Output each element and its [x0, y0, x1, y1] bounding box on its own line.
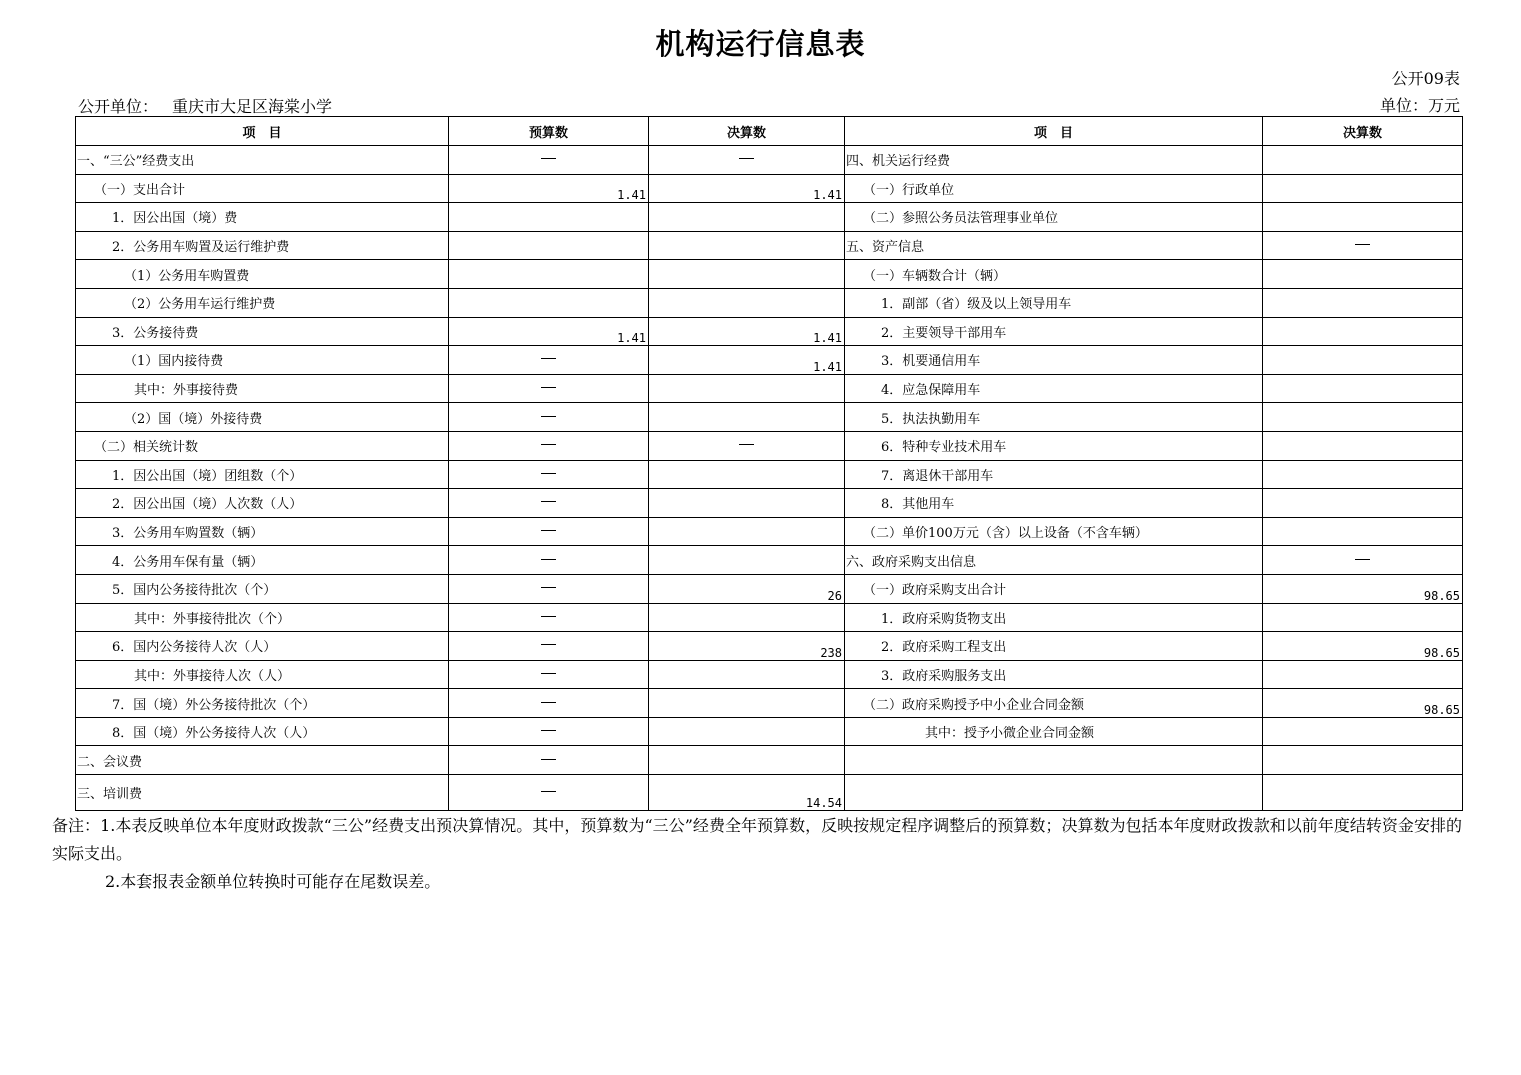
final-value: [649, 517, 845, 546]
right-item-label: 四、机关运行经费: [845, 146, 1263, 175]
right-item-label: 1．政府采购货物支出: [845, 603, 1263, 632]
left-item-label: 3．公务接待费: [76, 317, 449, 346]
dash-mark: [541, 444, 556, 445]
header-final-left: 决算数: [649, 117, 845, 146]
form-number: 公开09表: [1391, 69, 1460, 88]
final-value: [649, 460, 845, 489]
left-item-label: 其中：外事接待费: [76, 374, 449, 403]
dash-mark: [541, 673, 556, 674]
table-row: [76, 574, 1463, 603]
table-row: [76, 231, 1463, 260]
right-item-label: 4．应急保障用车: [845, 374, 1263, 403]
right-final-value: [1263, 146, 1463, 175]
left-item-label: 2．公务用车购置及运行维护费: [76, 231, 449, 260]
final-value: [649, 374, 845, 403]
final-value: [649, 260, 845, 289]
left-item-label: 一、“三公”经费支出: [76, 146, 449, 175]
final-value: [649, 746, 845, 775]
final-value: [649, 431, 845, 460]
budget-value: [449, 288, 649, 317]
table-row: [76, 489, 1463, 518]
right-item-label: 3．机要通信用车: [845, 346, 1263, 375]
left-item-label: （2）公务用车运行维护费: [76, 288, 449, 317]
operation-info-table: [75, 116, 1463, 811]
left-item-label: （1）国内接待费: [76, 346, 449, 375]
right-final-value: [1263, 346, 1463, 375]
right-final-value: [1263, 603, 1463, 632]
right-final-value: [1263, 489, 1463, 518]
table-row: [76, 317, 1463, 346]
left-item-label: 7．国（境）外公务接待批次（个）: [76, 689, 449, 718]
right-final-value: [1263, 546, 1463, 575]
dash-mark: [541, 358, 556, 359]
dash-mark: [1355, 559, 1370, 560]
right-final-value: [1263, 746, 1463, 775]
right-item-label: （一）车辆数合计（辆）: [845, 260, 1263, 289]
budget-value: [449, 717, 649, 746]
right-final-value: [1263, 260, 1463, 289]
right-item-label: 其中：授予小微企业合同金额: [845, 717, 1263, 746]
left-item-label: （2）国（境）外接待费: [76, 403, 449, 432]
budget-value: [449, 431, 649, 460]
right-final-value: [1263, 288, 1463, 317]
budget-value: [449, 603, 649, 632]
table-row: [76, 746, 1463, 775]
right-final-value: [1263, 460, 1463, 489]
table-row: [76, 517, 1463, 546]
budget-value: [449, 660, 649, 689]
budget-value: [449, 346, 649, 375]
right-item-label: [845, 775, 1263, 811]
budget-value: [449, 632, 649, 661]
final-value: [649, 603, 845, 632]
left-item-label: 1．因公出国（境）团组数（个）: [76, 460, 449, 489]
right-item-label: （二）单价100万元（含）以上设备（不含车辆）: [845, 517, 1263, 546]
budget-value: [449, 775, 649, 811]
final-value: [649, 203, 845, 232]
left-item-label: 4．公务用车保有量（辆）: [76, 546, 449, 575]
final-value: 14.54: [649, 775, 845, 811]
right-item-label: （二）参照公务员法管理事业单位: [845, 203, 1263, 232]
right-final-value: [1263, 660, 1463, 689]
table-header-row: [76, 117, 1463, 146]
final-value: [649, 546, 845, 575]
budget-value: [449, 746, 649, 775]
header-item-left: 项 目: [76, 117, 449, 146]
budget-value: [449, 403, 649, 432]
table-row: [76, 174, 1463, 203]
right-final-value: [1263, 431, 1463, 460]
table-row: [76, 689, 1463, 718]
dash-mark: [541, 587, 556, 588]
dash-mark: [541, 416, 556, 417]
right-final-value: [1263, 174, 1463, 203]
final-value: 238: [649, 632, 845, 661]
right-item-label: 1．副部（省）级及以上领导用车: [845, 288, 1263, 317]
reporting-unit-label: 公开单位：: [78, 97, 159, 116]
left-item-label: 1．因公出国（境）费: [76, 203, 449, 232]
budget-value: [449, 489, 649, 518]
left-item-label: （一）支出合计: [76, 174, 449, 203]
dash-mark: [541, 559, 556, 560]
left-item-label: 8．国（境）外公务接待人次（人）: [76, 717, 449, 746]
left-item-label: 6．国内公务接待人次（人）: [76, 632, 449, 661]
budget-value: 1.41: [449, 174, 649, 203]
table-row: [76, 546, 1463, 575]
budget-value: [449, 689, 649, 718]
budget-value: [449, 260, 649, 289]
dash-mark: [739, 444, 754, 445]
header-budget: 预算数: [449, 117, 649, 146]
dash-mark: [541, 759, 556, 760]
final-value: [649, 288, 845, 317]
reporting-unit: [78, 94, 332, 117]
money-unit: 单位：万元: [1379, 96, 1460, 115]
dash-mark: [541, 387, 556, 388]
final-value: [649, 660, 845, 689]
organization-name: 重庆市大足区海棠小学: [172, 97, 333, 116]
final-value: 1.41: [649, 317, 845, 346]
table-row: [76, 346, 1463, 375]
final-value: [649, 146, 845, 175]
header-item-right: 项 目: [845, 117, 1263, 146]
budget-value: [449, 146, 649, 175]
dash-mark: [739, 158, 754, 159]
note-line-2: 2.本套报表金额单位转换时可能存在尾数误差。: [105, 872, 441, 891]
table-row: [76, 203, 1463, 232]
table-row: [76, 403, 1463, 432]
final-value: [649, 403, 845, 432]
budget-value: [449, 574, 649, 603]
dash-mark: [541, 730, 556, 731]
dash-mark: [541, 616, 556, 617]
right-item-label: （二）政府采购授予中小企业合同金额: [845, 689, 1263, 718]
right-final-value: [1263, 231, 1463, 260]
right-final-value: 98.65: [1263, 632, 1463, 661]
right-item-label: 7．离退休干部用车: [845, 460, 1263, 489]
budget-value: [449, 460, 649, 489]
right-final-value: [1263, 374, 1463, 403]
budget-value: [449, 203, 649, 232]
budget-value: [449, 231, 649, 260]
left-item-label: （1）公务用车购置费: [76, 260, 449, 289]
right-final-value: [1263, 203, 1463, 232]
final-value: 26: [649, 574, 845, 603]
right-final-value: [1263, 517, 1463, 546]
right-item-label: 6．特种专业技术用车: [845, 431, 1263, 460]
right-final-value: [1263, 403, 1463, 432]
final-value: [649, 717, 845, 746]
table-row: [76, 717, 1463, 746]
dash-mark: [541, 473, 556, 474]
right-item-label: 2．主要领导干部用车: [845, 317, 1263, 346]
left-item-label: 其中：外事接待批次（个）: [76, 603, 449, 632]
budget-value: 1.41: [449, 317, 649, 346]
table-row: [76, 146, 1463, 175]
dash-mark: [541, 158, 556, 159]
table-body: [76, 146, 1463, 811]
right-item-label: （一）行政单位: [845, 174, 1263, 203]
dash-mark: [541, 791, 556, 792]
dash-mark: [541, 530, 556, 531]
table-row: [76, 460, 1463, 489]
final-value: 1.41: [649, 346, 845, 375]
right-final-value: 98.65: [1263, 689, 1463, 718]
right-item-label: 3．政府采购服务支出: [845, 660, 1263, 689]
table-row: [76, 660, 1463, 689]
header-final-right: 决算数: [1263, 117, 1463, 146]
right-item-label: 5．执法执勤用车: [845, 403, 1263, 432]
left-item-label: 二、会议费: [76, 746, 449, 775]
dash-mark: [541, 644, 556, 645]
notes: [52, 812, 1462, 896]
right-item-label: 2．政府采购工程支出: [845, 632, 1263, 661]
table-row: [76, 603, 1463, 632]
budget-value: [449, 517, 649, 546]
left-item-label: 2．因公出国（境）人次数（人）: [76, 489, 449, 518]
note-line-1: 备注：1.本表反映单位本年度财政拨款“三公”经费支出预决算情况。其中，预算数为“三公”经费全年预算数，反映按规定程序调整后的预算数；决算数为包括本年度财政拨款和以前年度结转资金安排的实际支出。: [52, 816, 1462, 863]
right-final-value: [1263, 317, 1463, 346]
table-row: [76, 431, 1463, 460]
right-item-label: 六、政府采购支出信息: [845, 546, 1263, 575]
final-value: [649, 231, 845, 260]
right-item-label: [845, 746, 1263, 775]
page-title: 机构运行信息表: [655, 27, 866, 61]
right-final-value: [1263, 775, 1463, 811]
right-final-value: 98.65: [1263, 574, 1463, 603]
final-value: [649, 489, 845, 518]
budget-value: [449, 546, 649, 575]
left-item-label: （二）相关统计数: [76, 431, 449, 460]
right-final-value: [1263, 717, 1463, 746]
right-item-label: （一）政府采购支出合计: [845, 574, 1263, 603]
left-item-label: 5．国内公务接待批次（个）: [76, 574, 449, 603]
table-row: [76, 632, 1463, 661]
dash-mark: [541, 702, 556, 703]
final-value: [649, 689, 845, 718]
dash-mark: [541, 501, 556, 502]
table-row: [76, 288, 1463, 317]
table-row: [76, 775, 1463, 811]
dash-mark: [1355, 244, 1370, 245]
budget-value: [449, 374, 649, 403]
right-item-label: 五、资产信息: [845, 231, 1263, 260]
left-item-label: 其中：外事接待人次（人）: [76, 660, 449, 689]
left-item-label: 3．公务用车购置数（辆）: [76, 517, 449, 546]
left-item-label: 三、培训费: [76, 775, 449, 811]
final-value: 1.41: [649, 174, 845, 203]
right-item-label: 8．其他用车: [845, 489, 1263, 518]
table-row: [76, 260, 1463, 289]
table-row: [76, 374, 1463, 403]
